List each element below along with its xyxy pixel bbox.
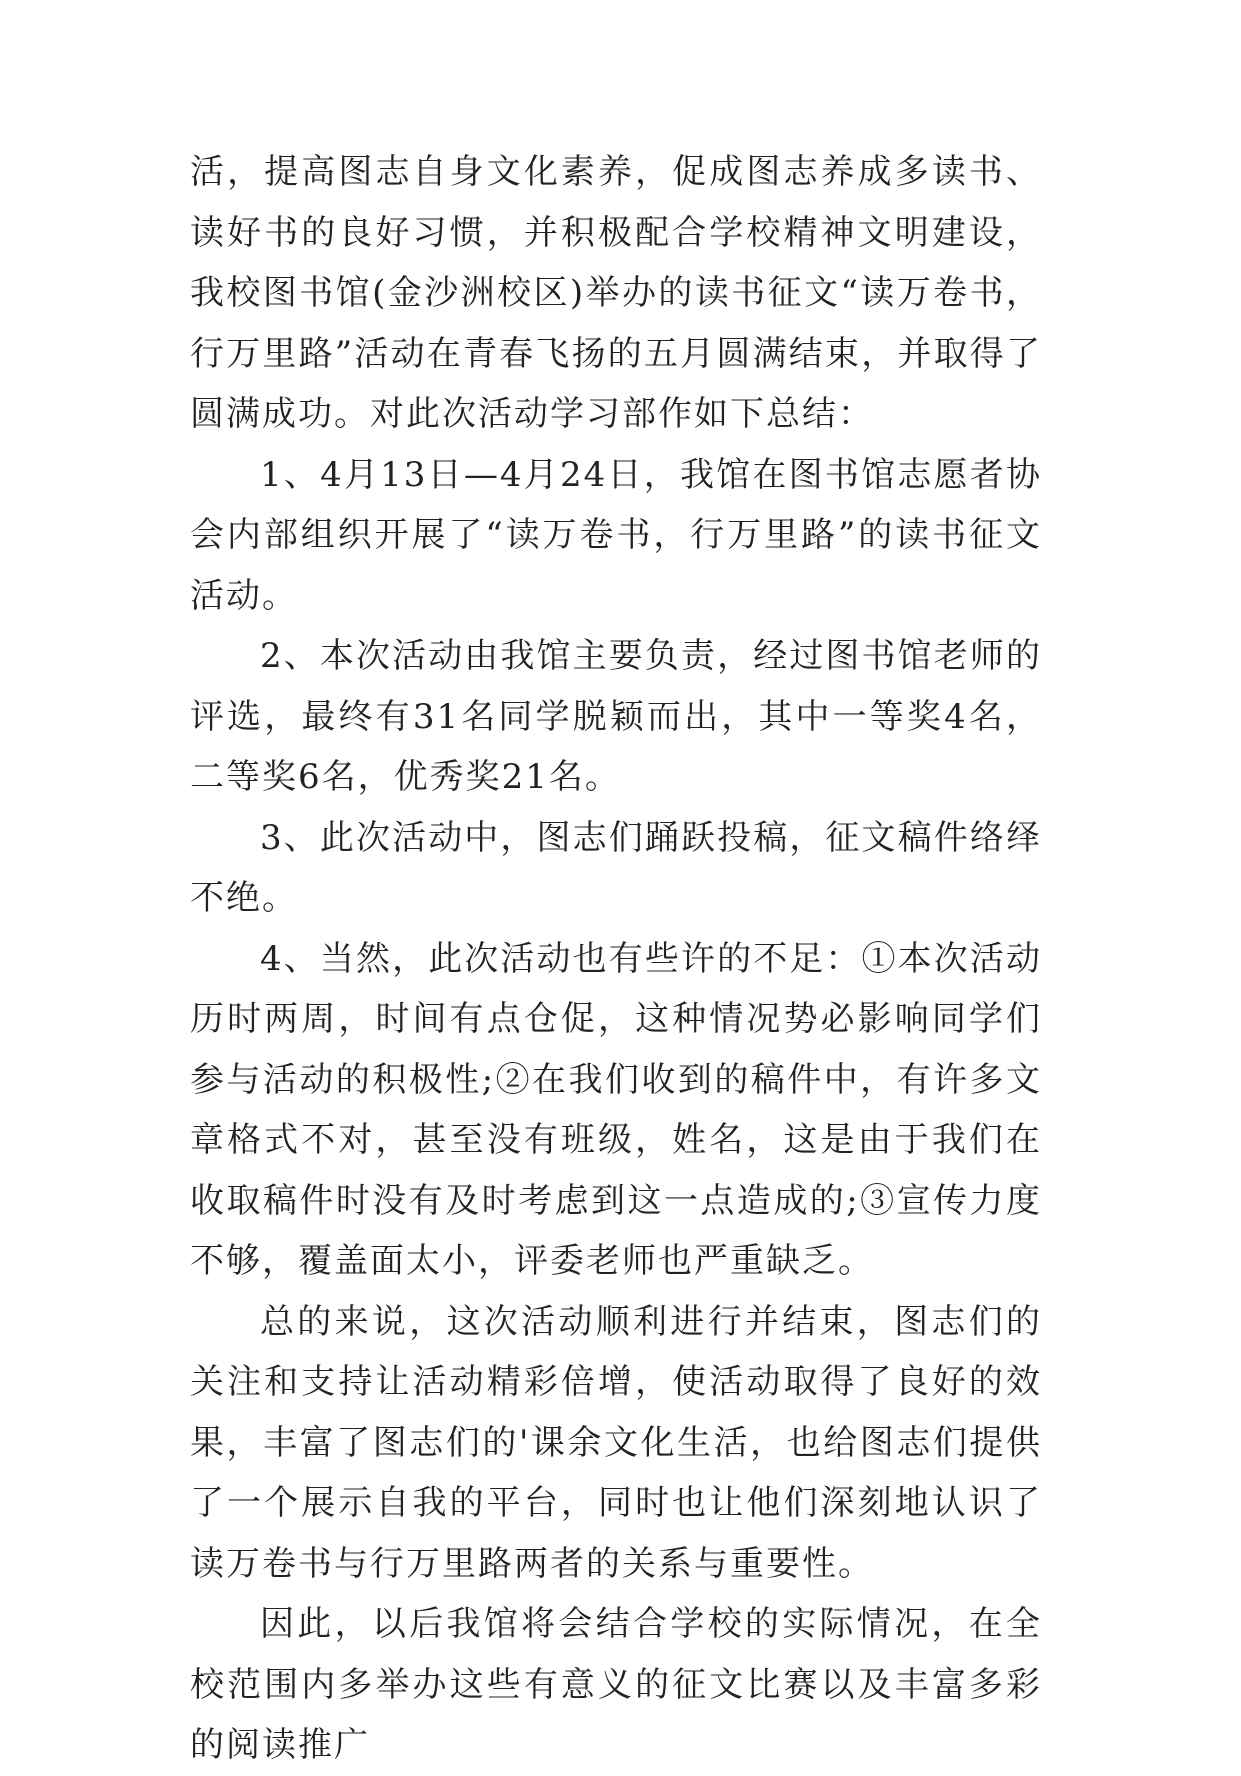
paragraph-item-1: 1、4月13日—4月24日，我馆在图书馆志愿者协会内部组织开展了“读万卷书，行万里路”的读书征文活动。 xyxy=(190,454,1042,616)
paragraph-item-3: 3、此次活动中，图志们踊跃投稿，征文稿件络绎不绝。 xyxy=(190,817,1042,918)
paragraph-item-4: 4、当然，此次活动也有些许的不足：①本次活动历时两周，时间有点仓促，这种情况势必影响同学们参与活动的积极性;②在我们收到的稿件中，有许多文章格式不对，甚至没有班级，姓名，这是由于我们在收取稿件时没有及时考虑到这一点造成的;③宣传力度不够，覆盖面太小，评委老师也严重缺乏。 xyxy=(190,938,1042,1281)
paragraph-intro-continuation: 活，提高图志自身文化素养，促成图志养成多读书、读好书的良好习惯，并积极配合学校精神文明建设，我校图书馆(金沙洲校区)举办的读书征文“读万卷书，行万里路”活动在青春飞扬的五月圆满结束，并取得了圆满成功。对此次活动学习部作如下总结： xyxy=(190,152,1042,434)
paragraph-item-2: 2、本次活动由我馆主要负责，经过图书馆老师的评选，最终有31名同学脱颖而出，其中一等奖4名，二等奖6名，优秀奖21名。 xyxy=(190,636,1042,797)
paragraph-future-plan: 因此，以后我馆将会结合学校的实际情况，在全校范围内多举办这些有意义的征文比赛以及丰富多彩的阅读推广 xyxy=(190,1604,1042,1765)
document-body xyxy=(190,142,1042,1776)
paragraph-summary: 总的来说，这次活动顺利进行并结束，图志们的关注和支持让活动精彩倍增，使活动取得了良好的效果，丰富了图志们的'课余文化生活，也给图志们提供了一个展示自我的平台，同时也让他们深刻地认识了读万卷书与行万里路两者的关系与重要性。 xyxy=(190,1301,1042,1584)
